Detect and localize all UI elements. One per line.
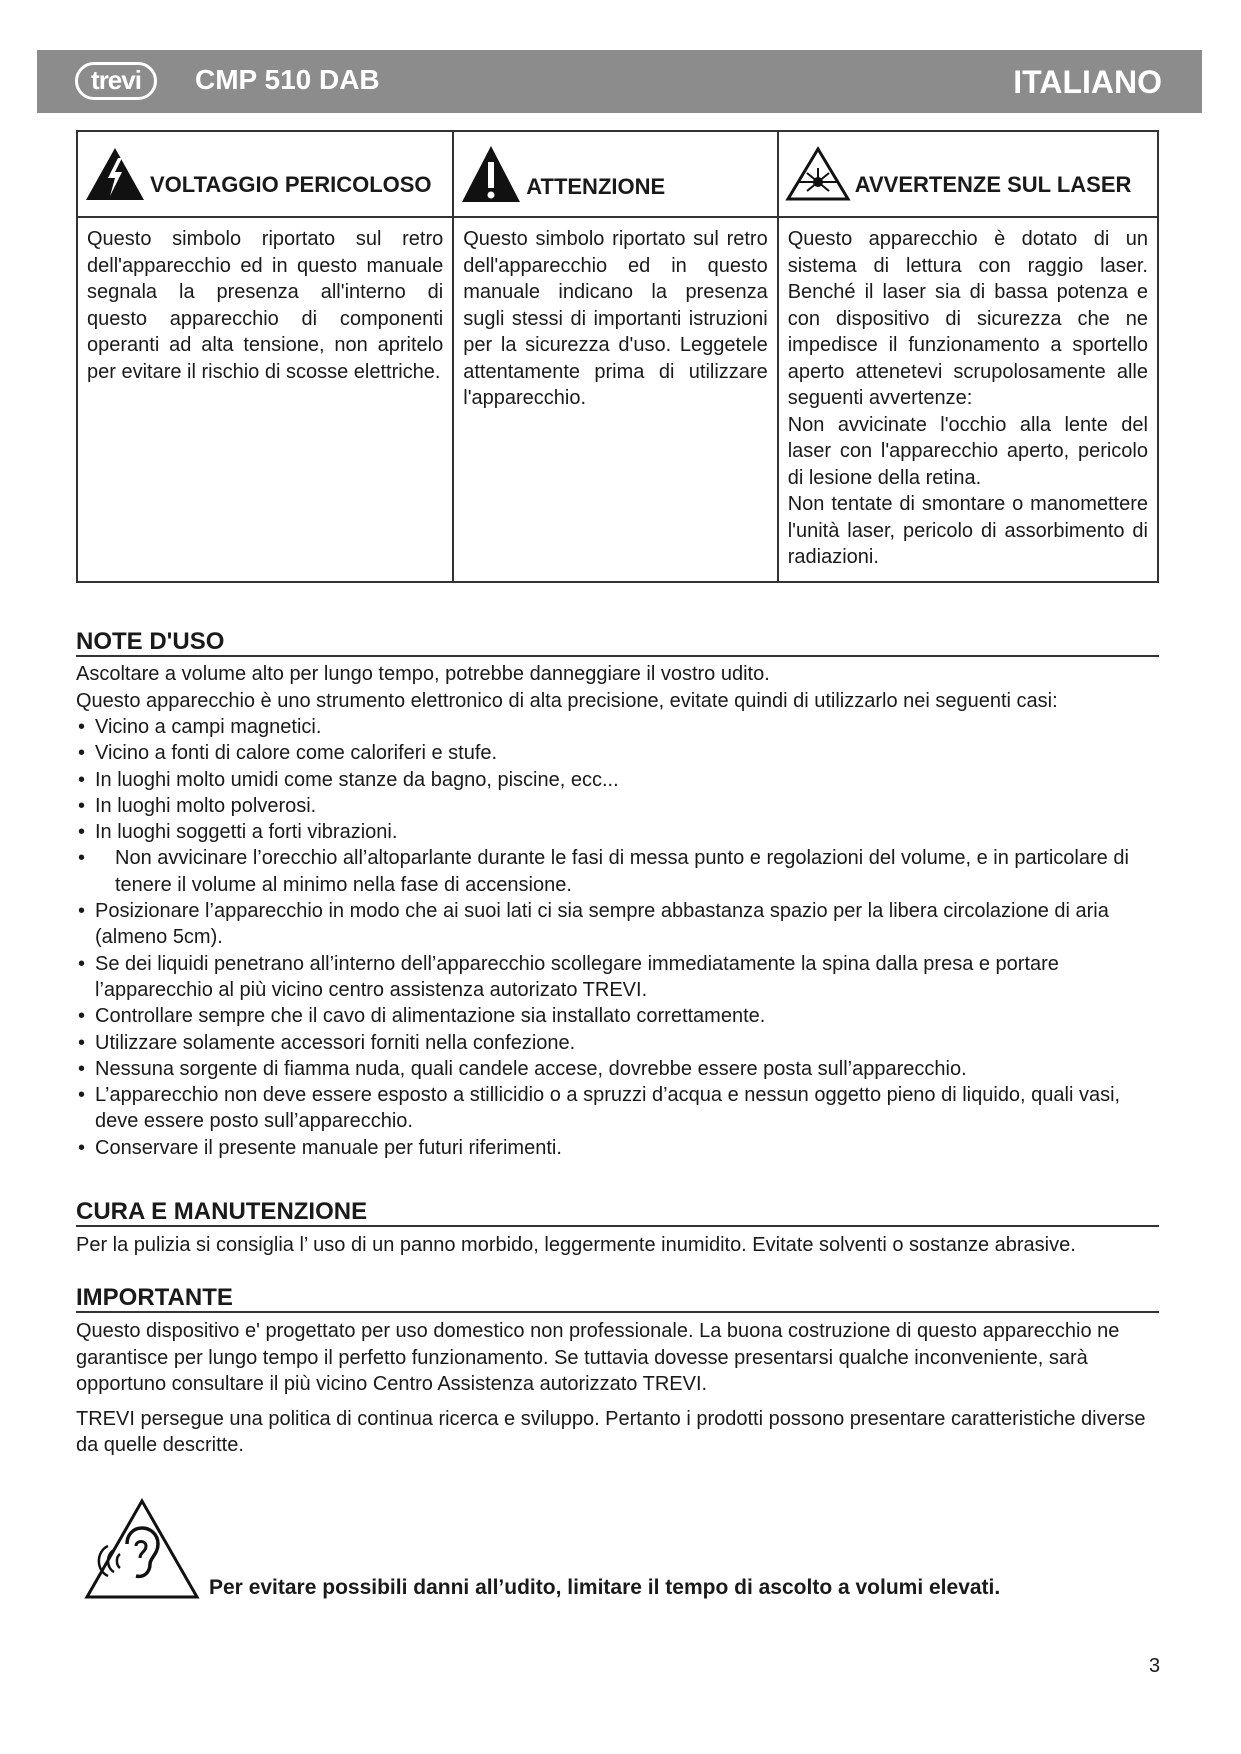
paragraph: Ascoltare a volume alto per lungo tempo, potrebbe danneggiare il vostro udito. — [76, 663, 770, 685]
warning-text: Questo apparecchio è dotato di un sistema di lettura con raggio laser. Benché il laser sia di bassa potenza e con dispositivo di sicurezza che ne impedisce il funzionamento a sportello aperto attenetevi scrupolosamente alle seguenti avvertenze: — [787, 228, 1148, 409]
list-item: • Posizionare l’apparecchio in modo che ai suoi lati ci sia sempre abbastanza spazio per la libera circolazione di aria (almeno 5cm). — [76, 898, 1159, 951]
warning-header-voltage — [77, 131, 453, 217]
language-label: ITALIANO — [1013, 64, 1162, 100]
warning-header-laser — [778, 131, 1158, 217]
list-item: • Non avvicinare l’orecchio all’altoparlante durante le fasi di messa punto e regolazioni del volume, e in particolare di tenere il volume al minimo nella fase di accensione. — [76, 845, 1159, 898]
list-item: • Utilizzare solamente accessori forniti nella confezione. — [76, 1030, 1159, 1056]
warning-header-attention — [453, 131, 777, 217]
list-item: • L’apparecchio non deve essere esposto a stillicidio o a spruzzi d’acqua e nessun oggetto pieno di liquido, quali vasi, deve essere posto sull’apparecchio. — [76, 1082, 1159, 1135]
warning-title: AVVERTENZE SUL LASER — [854, 172, 1132, 197]
paragraph: Questo apparecchio è uno strumento elettronico di alta precisione, evitate quindi di utilizzarlo nei seguenti casi: — [76, 689, 1058, 712]
lightning-warning-icon — [84, 146, 146, 202]
cura-section — [76, 1199, 1159, 1259]
warning-body-laser — [778, 217, 1158, 582]
model-title: CMP 510 DAB — [195, 64, 380, 95]
warning-title: ATTENZIONE — [526, 174, 666, 199]
importante-section — [76, 1285, 1159, 1459]
list-item: • Conservare il presente manuale per futuri riferimenti. — [76, 1135, 1159, 1161]
laser-warning-icon — [785, 146, 851, 202]
warning-text: Non tentate di smontare o manomettere l'unità laser, pericolo di assorbimento di radiazioni. — [787, 493, 1148, 568]
warning-body-voltage — [77, 217, 453, 582]
exclamation-warning-icon — [460, 144, 522, 204]
list-item: • In luoghi molto umidi come stanze da bagno, piscine, ecc... — [76, 767, 1159, 793]
warning-text: Questo simbolo riportato sul retro dell'apparecchio ed in questo manuale indicano la presenza sugli stessi di importanti istruzioni per la sicurezza d'uso. Leggetele attentamente prima di utilizzare l'apparecchio. — [463, 228, 768, 409]
paragraph: Per la pulizia si consiglia l’ uso di un panno morbido, leggermente inumidito. Evitate solventi o sostanze abrasive. — [76, 1234, 1076, 1256]
list-item: • Vicino a campi magnetici. — [76, 714, 1159, 740]
header-bar — [37, 50, 1202, 113]
section-heading: CURA E MANUTENZIONE — [76, 1199, 1159, 1227]
page-number: 3 — [1149, 1655, 1161, 1677]
list-item: • Nessuna sorgente di fiamma nuda, quali candele accese, dovrebbe essere posta sull’apparecchio. — [76, 1056, 1159, 1082]
section-heading: IMPORTANTE — [76, 1285, 1159, 1313]
warning-table — [76, 130, 1159, 583]
paragraph: TREVI persegue una politica di continua ricerca e sviluppo. Pertanto i prodotti possono presentare caratteristiche diverse da quelle descritte. — [76, 1407, 1146, 1456]
list-item: • Controllare sempre che il cavo di alimentazione sia installato correttamente. — [76, 1003, 1159, 1029]
list-item: • Vicino a fonti di calore come caloriferi e stufe. — [76, 740, 1159, 766]
hearing-warning-icon — [84, 1498, 200, 1600]
section-heading: NOTE D'USO — [76, 629, 1159, 657]
list-item: • In luoghi soggetti a forti vibrazioni. — [76, 819, 1159, 845]
warning-text: Non avvicinate l'occhio alla lente del laser con l'apparecchio aperto, pericolo di lesione della retina. — [787, 413, 1148, 489]
warning-title: VOLTAGGIO PERICOLOSO — [150, 172, 432, 197]
warning-body-attention — [453, 217, 777, 582]
usage-list — [76, 714, 1159, 1161]
warning-text: Questo simbolo riportato sul retro dell'apparecchio ed in questo manuale segnala la presenza all'interno di questo apparecchio di componenti operanti ad alta tensione, non apritelo per evitare il rischio di scosse elettriche. — [87, 228, 444, 383]
trevi-logo: trevi — [75, 62, 157, 100]
hearing-warning-text: Per evitare possibili danni all’udito, limitare il tempo di ascolto a volumi elevati. — [209, 1576, 1001, 1599]
list-item: • Se dei liquidi penetrano all’interno dell’apparecchio scollegare immediatamente la spina dalla presa e portare l’apparecchio al più vicino centro assistenza autorizato TREVI. — [76, 951, 1159, 1004]
list-item: • In luoghi molto polverosi. — [76, 793, 1159, 819]
paragraph: Questo dispositivo e' progettato per uso domestico non professionale. La buona costruzione di questo apparecchio ne garantisce per lungo tempo il perfetto funzionamento. Se tuttavia dovesse presentarsi qualche inconveniente, sarà opportuno consultare il più vicino Centro Assistenza autorizzato TREVI. — [76, 1320, 1120, 1395]
note-uso-section — [76, 629, 1159, 1161]
